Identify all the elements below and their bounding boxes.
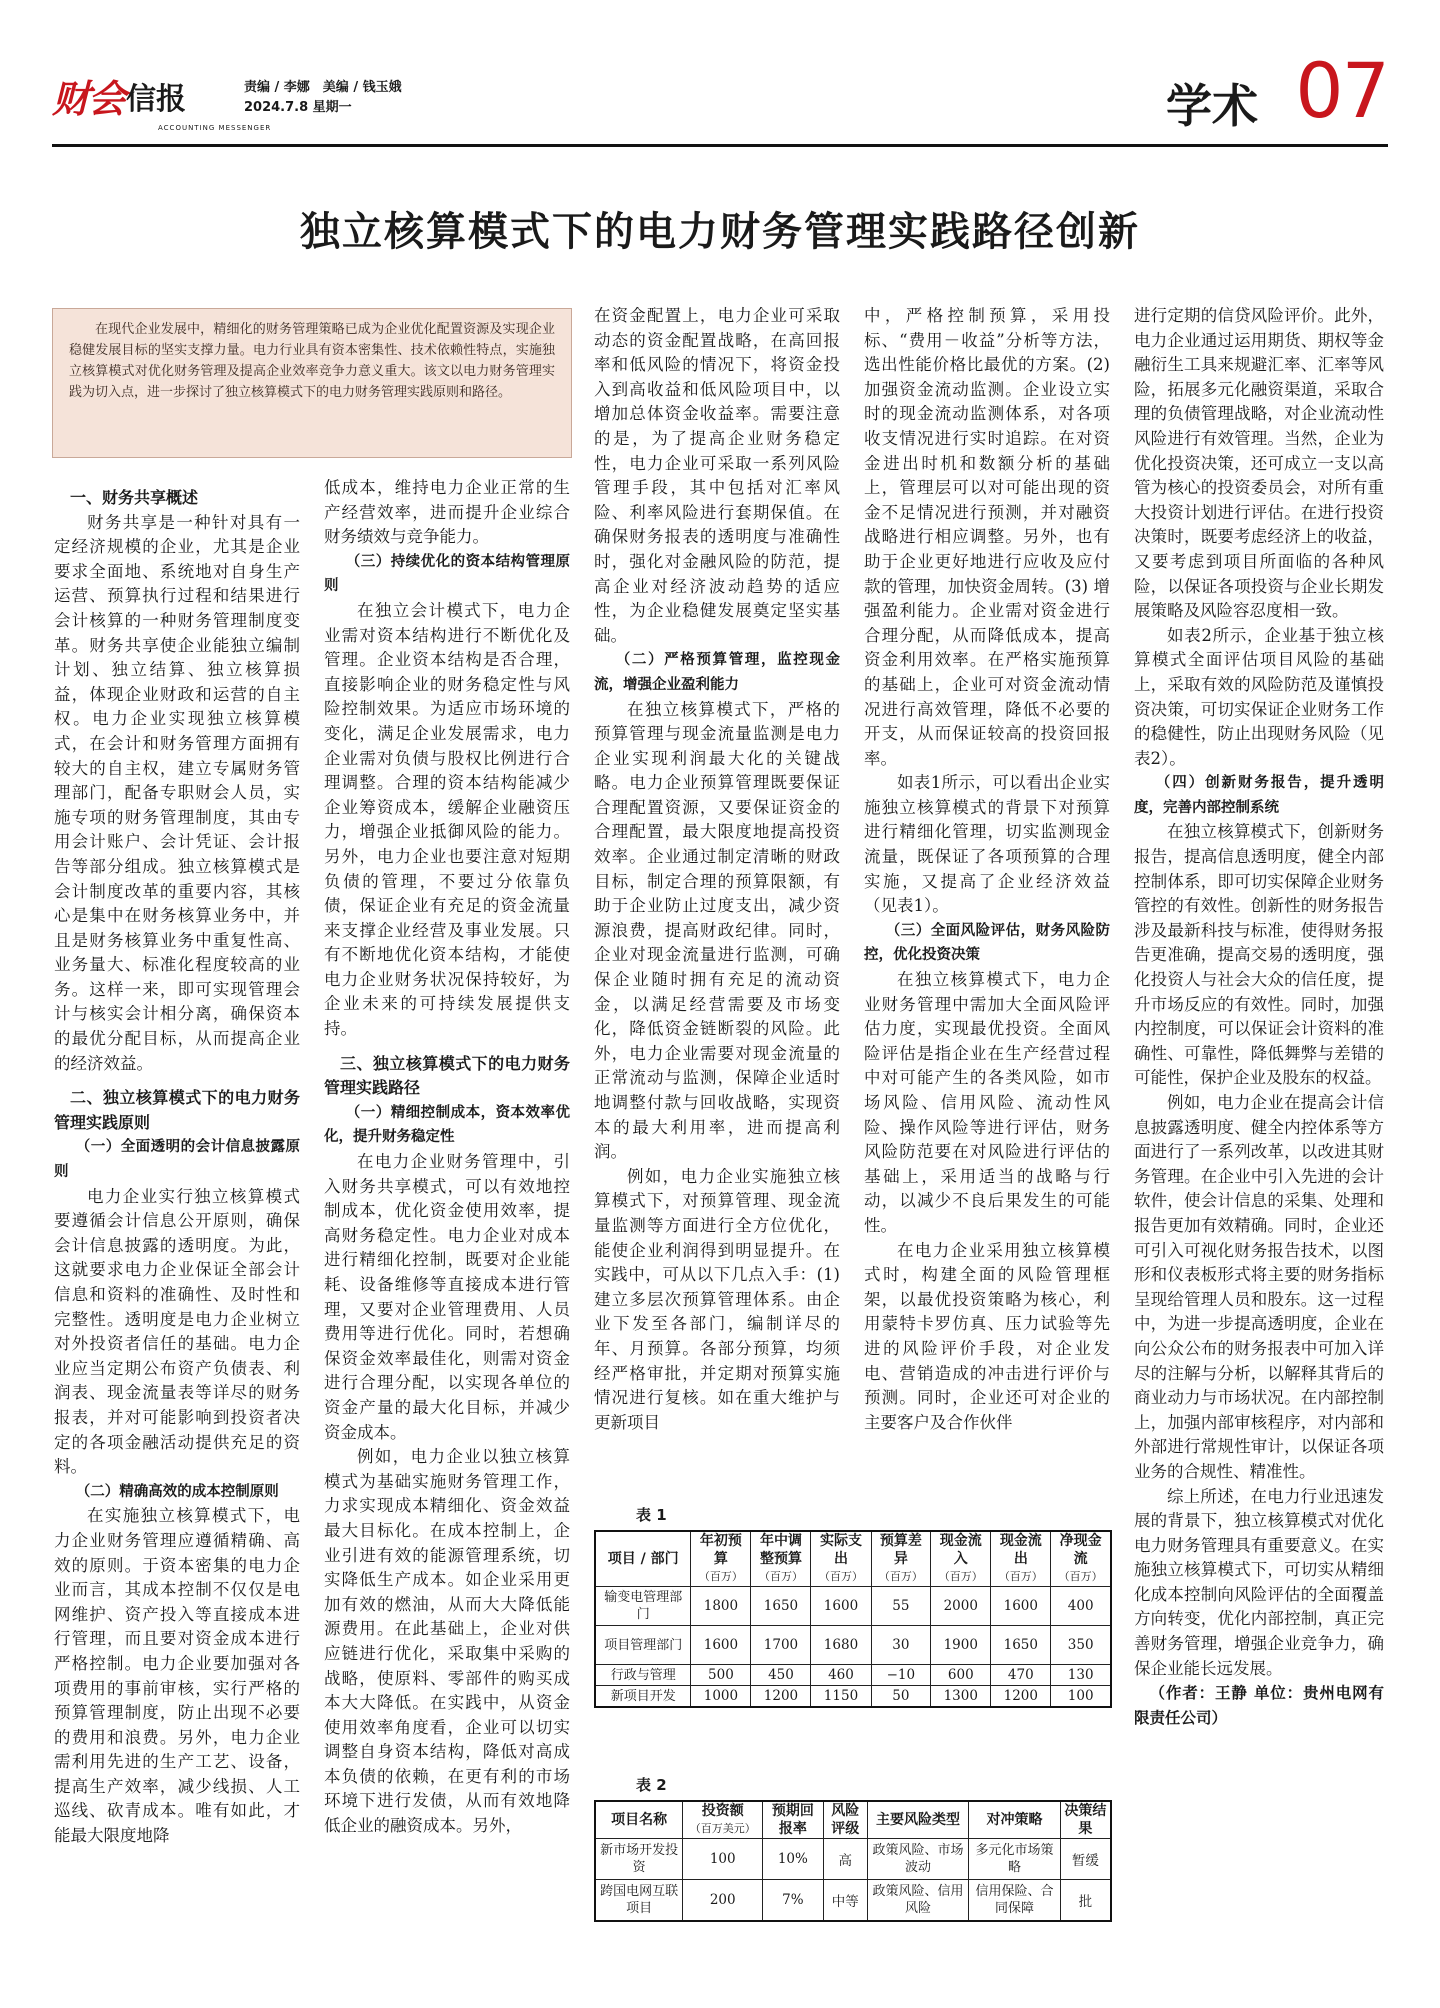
column-header-label: 项目名称 (611, 1812, 668, 1828)
column-header-label: 年中调整预算 (759, 1533, 802, 1567)
column-header-label: 预算差异 (879, 1533, 922, 1567)
table-cell: 政策风险、信用风险 (867, 1880, 968, 1922)
body-paragraph: 在电力企业财务管理中，引入财务共享模式，可以有效地控制成本，优化资金使用效率，提高财务稳定性。电力企业对成本进行精细化控制，既要对企业能耗、设备维修等直接成本进行管理，又要对企业管理费用、人员费用等进行优化。同时，若想确保资金效率最佳化，则需对资金进行合理分配，以实现各单位的资金产量的最大化目标，并减少资金成本。 (324, 1152, 570, 1442)
table-cell: 30 (871, 1626, 931, 1665)
table-2 (594, 1800, 1112, 1922)
column-4 (864, 304, 1110, 1492)
section-heading: 一、财务共享概述 (70, 488, 199, 507)
body-paragraph: 如表1所示，可以看出企业实施独立核算模式的背景下对预算进行精细化管理，切实监测现金流量，既保证了各项预算的合理实施，又提高了企业经济效益（见表1）。 (864, 773, 1110, 916)
column-2 (324, 476, 570, 1956)
column-header-label: 对冲策略 (986, 1812, 1043, 1828)
subsection-heading: （二）严格预算管理，监控现金流，增强企业盈利能力 (594, 652, 840, 693)
table-row (595, 1587, 1111, 1626)
table-cell: 跨国电网互联项目 (595, 1880, 683, 1922)
table-1 (594, 1530, 1112, 1708)
table-cell: 新市场开发投资 (595, 1839, 683, 1880)
table-cell: 10% (763, 1839, 823, 1880)
table-row (595, 1686, 1111, 1708)
body-paragraph: 在独立核算模式下，严格的预算管理与现金流量监测是电力企业实现利润最大化的关键战略。电力企业预算管理既要保证合理配置资源，又要保证资金的合理配置，最大限度地提高投资效率。企业通过制定清晰的财政目标，制定合理的预算限额，有助于企业防止过度支出，减少资源浪费，提高财政纪律。同时，企业对现金流量进行监测，可确保企业随时拥有充足的流动资金，以满足经营需要及市场变化，降低资金链断裂的风险。此外，电力企业需要对现金流量的正常流动与监测，保障企业适时地调整付款与回收战略，实现资本的最大利用率，进而提高利润。 (594, 699, 840, 1162)
table-cell: 高 (823, 1839, 867, 1880)
column-header (991, 1531, 1051, 1587)
logo-red-text: 财会 (52, 77, 125, 121)
subsection-heading: （一）精细控制成本，资本效率优化，提升财务稳定性 (324, 1104, 570, 1146)
body-paragraph: 进行定期的信贷风险评价。此外，电力企业通过运用期货、期权等金融衍生工具来规避汇率、汇率等风险，拓展多元化融资渠道，采取合理的负债管理战略，对企业流动性风险进行有效管理。当然，企业为优化投资决策，还可成立一支以高管为核心的投资委员会，对所有重大投资计划进行评估。在进行投资决策时，既要考虑经济上的收益，又要考虑到项目所面临的各种风险，以保证各项投资与企业长期发展策略及风险容忍度相一致。 (1134, 306, 1384, 621)
table-cell: 2000 (931, 1587, 991, 1626)
table-cell: 批 (1060, 1880, 1111, 1922)
table-cell: 55 (871, 1587, 931, 1626)
table-cell: 1200 (751, 1686, 811, 1708)
column-header (595, 1801, 683, 1839)
column-header (1051, 1531, 1111, 1587)
column-5 (1134, 304, 1384, 1954)
column-header-label: 预期回报率 (771, 1803, 814, 1837)
column-header-unit: （百万） (938, 1570, 983, 1583)
body-paragraph: 在独立会计模式下，电力企业需对资本结构进行不断优化及管理。企业资本结构是否合理，直接影响企业的财务稳定性与风险控制效果。为适应市场环境的变化，满足企业发展需求，电力企业需对负债与股权比例进行合理调整。合理的资本结构能减少企业筹资成本，缓解企业融资压力，增强企业抵御风险的能力。另外，电力企业也要注意对短期负债的管理，不要过分依靠负债，保证企业有充足的资金流量来支撑企业经营及事业发展。只有不断地优化资本结构，才能使电力企业财务状况保持较好，为企业未来的可持续发展提供支持。 (324, 600, 570, 1039)
table-cell: 1000 (691, 1686, 751, 1708)
column-header-label: 投资额 (701, 1803, 744, 1819)
table-2-label: 表 2 (636, 1776, 667, 1794)
column-header-unit: （百万） (878, 1570, 923, 1583)
table-cell: 1800 (691, 1587, 751, 1626)
table-cell: 130 (1051, 1665, 1111, 1686)
table-cell: 输变电管理部门 (595, 1587, 691, 1626)
body-paragraph: 财务共享是一种针对具有一定经济规模的企业，尤其是企业要求全面地、系统地对自身生产运营、预算执行过程和结果进行会计核算的一种财务管理制度变革。财务共享使企业能独立编制计划、独立结算、独立核算损益，体现企业财政和运营的自主权。电力企业实现独立核算模式，在会计和财务管理方面拥有较大的自主权，建立专属财务管理部门，配备专职财会人员，实施专项的财务管理制度，其由专用会计账户、会计凭证、会计报告等部分组成。独立核算模式是会计制度改革的重要内容，其核心是集中在财务核算业务中，并且是财务核算业务中重复性高、业务量大、标准化程度较高的业务。这样一来，即可实现管理会计与核实会计相分离，确保资本的最优分配目标，从而提高企业的经济效益。 (54, 512, 300, 1073)
column-header-label: 风险评级 (831, 1803, 860, 1837)
table-cell: 100 (683, 1839, 763, 1880)
table-cell: 1680 (811, 1626, 871, 1665)
body-paragraph: 在独立核算模式下，创新财务报告，提高信息透明度，健全内部控制体系，即可切实保障企业财务管控的有效性。创新性的财务报告涉及最新科技与标准，使得财务报告更准确，提高交易的透明度，强化投资人与社会大众的信任度，提升市场反应的有效性。同时，加强内控制度，可以保证会计资料的准确性、可靠性，降低舞弊与差错的可能性，保护企业及股东的权益。 (1134, 822, 1384, 1088)
column-1 (54, 476, 300, 1956)
table-cell: 500 (691, 1665, 751, 1686)
table-cell: 1600 (991, 1587, 1051, 1626)
column-header (969, 1801, 1061, 1839)
table-cell: 1200 (991, 1686, 1051, 1708)
table-cell: 1600 (811, 1587, 871, 1626)
table-cell: 项目管理部门 (595, 1626, 691, 1665)
table-cell: 450 (751, 1665, 811, 1686)
subsection-heading: （二）精确高效的成本控制原则 (75, 1483, 279, 1500)
subsection-heading: （一）全面透明的会计信息披露原则 (54, 1139, 300, 1181)
column-header (691, 1531, 751, 1587)
column-header (823, 1801, 867, 1839)
table-1-header-row (595, 1531, 1111, 1587)
subsection-heading: （三）持续优化的资本结构管理原则 (324, 553, 570, 595)
table-cell: 400 (1051, 1587, 1111, 1626)
table-cell: 暂缓 (1060, 1839, 1111, 1880)
table-row (595, 1665, 1111, 1686)
table-cell: 7% (763, 1880, 823, 1922)
table-row (595, 1880, 1111, 1922)
table-cell: 新项目开发 (595, 1686, 691, 1708)
table-cell: 350 (1051, 1626, 1111, 1665)
table-cell: 200 (683, 1880, 763, 1922)
subsection-heading: （三）全面风险评估，财务风险防控，优化投资决策 (864, 922, 1110, 964)
section-name: 学术 (1166, 79, 1258, 133)
column-header-label: 年初预算 (699, 1533, 742, 1567)
column-header-unit: （百万） (998, 1570, 1043, 1583)
column-header-label: 净现金流 (1059, 1533, 1102, 1567)
column-header-unit: （百万） (1058, 1570, 1103, 1583)
table-cell: 600 (931, 1665, 991, 1686)
body-paragraph: 在实施独立核算模式下，电力企业财务管理应遵循精确、高效的原则。于资本密集的电力企业而言，其成本控制不仅仅是电网维护、资产投入等直接成本进行管理，而且要对资金成本进行严格控制。电力企业要加强对各项费用的事前审核，实行严格的预算管理制度，防止出现不必要的费用和浪费。另外，电力企业需利用先进的生产工艺、设备，提高生产效率，减少线损、人工巡线、砍青成本。唯有如此，才能最大限度地降 (54, 1506, 300, 1846)
body-paragraph: 如表2所示，企业基于独立核算模式全面评估项目风险的基础上，采取有效的风险防范及谨慎投资决策，可切实保证企业财务工作的稳健性，防止出现财务风险（见表2）。 (1134, 625, 1384, 768)
table-cell: 1900 (931, 1626, 991, 1665)
editor-credits (244, 78, 402, 118)
column-header (871, 1531, 931, 1587)
table-cell: 多元化市场策略 (969, 1839, 1061, 1880)
column-header (867, 1801, 968, 1839)
body-paragraph: 在资金配置上，电力企业可采取动态的资金配置战略，在高回报率和低风险的情况下，将资金投入到高收益和低风险项目中，以增加总体资金收益率。需要注意的是，为了提高企业财务稳定性，电力企业可采取一系列风险管理手段，其中包括对汇率风险、利率风险进行套期保值。在确保财务报表的透明度与准确性时，强化对金融风险的防范，提高企业对经济波动趋势的适应性，为企业稳健发展奠定坚实基础。 (594, 306, 840, 645)
table-cell: 行政与管理 (595, 1665, 691, 1686)
table-cell: 信用保险、合同保障 (969, 1880, 1061, 1922)
table-2-header-row (595, 1801, 1111, 1839)
column-header (931, 1531, 991, 1587)
table-row (595, 1626, 1111, 1665)
column-header-label: 现金流入 (939, 1533, 982, 1567)
page-number: 07 (1295, 46, 1388, 135)
column-header-label: 现金流出 (999, 1533, 1042, 1567)
table-cell: 1150 (811, 1686, 871, 1708)
logo-english: ACCOUNTING MESSENGER (158, 124, 272, 132)
editors-line: 责编 / 李娜 美编 / 钱玉娥 (244, 80, 402, 95)
column-header (1060, 1801, 1111, 1839)
article-title: 独立核算模式下的电力财务管理实践路径创新 (300, 209, 1140, 255)
table-cell: 1650 (991, 1626, 1051, 1665)
table-cell: 中等 (823, 1880, 867, 1922)
table-cell: 1700 (751, 1626, 811, 1665)
body-paragraph: 在电力企业采用独立核算模式时，构建全面的风险管理框架，以最优投资策略为核心，利用蒙特卡罗仿真、压力试验等先进的风险评价手段，对企业发电、营销造成的冲击进行评价与预测。同时，企业还可对企业的主要客户及合作伙伴 (864, 1240, 1110, 1432)
table-cell: 1650 (751, 1587, 811, 1626)
table-cell: 470 (991, 1665, 1051, 1686)
table-row (595, 1839, 1111, 1880)
table-cell: 1300 (931, 1686, 991, 1708)
column-3 (594, 304, 840, 1492)
logo-black-text: 信报 (126, 81, 187, 117)
column-header-label: 主要风险类型 (876, 1812, 961, 1828)
header-divider (52, 144, 1388, 147)
body-paragraph: 低成本，维持电力企业正常的生产经营效率，进而提升企业综合财务绩效与竞争能力。 (324, 478, 570, 547)
column-header (763, 1801, 823, 1839)
author-credit: （作者：王静 单位：贵州电网有限责任公司） (1134, 1684, 1384, 1727)
section-heading: 二、独立核算模式下的电力财务管理实践原则 (54, 1088, 300, 1132)
article-abstract: 在现代企业发展中，精细化的财务管理策略已成为企业优化配置资源及实现企业稳健发展目标的坚实支撑力量。电力行业具有资本密集性、技术依赖性特点，实施独立核算模式对优化财务管理及提高企业效率竞争力意义重大。该文以电力财务管理实践为切入点，进一步探讨了独立核算模式下的电力财务管理实践原则和路径。 (52, 308, 572, 458)
page-header (52, 40, 1388, 140)
column-header-unit: （百万） (818, 1570, 863, 1583)
body-paragraph: 例如，电力企业以独立核算模式为基础实施财务管理工作，力求实现成本精细化、资金效益最大目标化。在成本控制上，企业引进有效的能源管理系统，切实降低生产成本。如企业采用更加有效的燃油，从而大大降低能源费用。在此基础上，企业对供应链进行优化，采取集中采购的战略，使原料、零部件的购买成本大大降低。在实践中，从资金使用效率角度看，企业可以切实调整自身资本结构，降低对高成本负债的依赖，在更有利的市场环境下进行发债，从而有效地降低企业的融资成本。另外， (324, 1447, 570, 1836)
table-cell: −10 (871, 1665, 931, 1686)
body-paragraph: 电力企业实行独立核算模式要遵循会计信息公开原则，确保会计信息披露的透明度。为此，这就要求电力企业保证全部会计信息和资料的准确性、及时性和完整性。透明度是电力企业树立对外投资者信任的基础。电力企业应当定期公布资产负债表、利润表、现金流量表等详尽的财务报表，并对可能影响到投资者决定的各项金融活动提供充足的资料。 (54, 1186, 300, 1477)
body-paragraph: 例如，电力企业在提高会计信息披露透明度、健全内控体系等方面进行了一系列改革，以改进其财务管理。在企业中引入先进的会计软件，使会计信息的采集、处理和报告更加有效精确。同时，企业还可引入可视化财务报告技术，以图形和仪表板形式将主要的财务指标呈现给管理人员和股东。这一过程中，为进一步提高透明度，企业在向公众公布的财务报表中可加入详尽的注解与分析，以解释其背后的商业动力与市场状况。在内部控制上，加强内部审核程序，对内部和外部进行常规性审计，以保证各项业务的合规性、精准性。 (1134, 1093, 1384, 1481)
issue-date: 2024.7.8 星期一 (244, 100, 352, 115)
table-cell: 政策风险、市场波动 (867, 1839, 968, 1880)
column-header-unit: （百万美元） (689, 1822, 756, 1835)
column-header (751, 1531, 811, 1587)
table-1-label: 表 1 (636, 1506, 667, 1524)
column-header-label: 项目 / 部门 (607, 1551, 679, 1567)
subsection-heading: （四）创新财务报告，提升透明度，完善内部控制系统 (1134, 775, 1384, 816)
table-cell: 1600 (691, 1626, 751, 1665)
column-header (683, 1801, 763, 1839)
column-header-unit: （百万） (698, 1570, 743, 1583)
body-paragraph: 综上所述，在电力行业迅速发展的背景下，独立核算模式对优化电力财务管理具有重要意义。在实施独立核算模式下，可切实从精细化成本控制向风险评估的全面覆盖方向转变，优化内部控制，真正完善财务管理，增强企业竞争力，确保企业能长远发展。 (1134, 1486, 1384, 1678)
column-header-label: 决策结果 (1064, 1803, 1107, 1837)
newspaper-logo (52, 68, 186, 123)
body-paragraph: 中，严格控制预算，采用投标、“费用－收益”分析等方法，选出性能价格比最优的方案。(2) 加强资金流动监测。企业设立实时的现金流动监测体系，对各项收支情况进行实时追踪。在对资金进出时机和数额分析的基础上，管理层可以对可能出现的资金不足情况进行预测，并对融资战略进行相应调整。另外，也有助于企业更好地进行应收及应付款的管理，加快资金周转。(3) 增强盈利能力。企业需对资金进行合理分配，从而降低成本，提高资金利用效率。在严格实施预算的基础上，企业可对资金流动情况进行高效管理，降低不必要的开支，从而保证较高的投资回报率。 (864, 306, 1110, 768)
section-heading: 三、独立核算模式下的电力财务管理实践路径 (324, 1053, 570, 1098)
table-cell: 460 (811, 1665, 871, 1686)
column-header-unit: （百万） (758, 1570, 803, 1583)
body-paragraph: 例如，电力企业实施独立核算模式下，对预算管理、现金流量监测等方面进行全方位优化，能使企业利润得到明显提升。在实践中，可从以下几点入手：(1) 建立多层次预算管理体系。由企业下发至各部门，编制详尽的年、月预算。各部分预算，均须经严格审批，并定期对预算实施情况进行复核。如在重大维护与更新项目 (594, 1166, 840, 1432)
column-header-label: 实际支出 (819, 1533, 862, 1567)
column-header (595, 1531, 691, 1587)
table-cell: 100 (1051, 1686, 1111, 1708)
table-cell: 50 (871, 1686, 931, 1708)
column-header (811, 1531, 871, 1587)
body-paragraph: 在独立核算模式下，电力企业财务管理中需加大全面风险评估力度，实现最优投资。全面风险评估是指企业在生产经营过程中对可能产生的各类风险，如市场风险、信用风险、流动性风险、操作风险等进行评估，财务风险防范要在对风险进行评估的基础上，采用适当的战略与行动，以减少不良后果发生的可能性。 (864, 970, 1110, 1235)
